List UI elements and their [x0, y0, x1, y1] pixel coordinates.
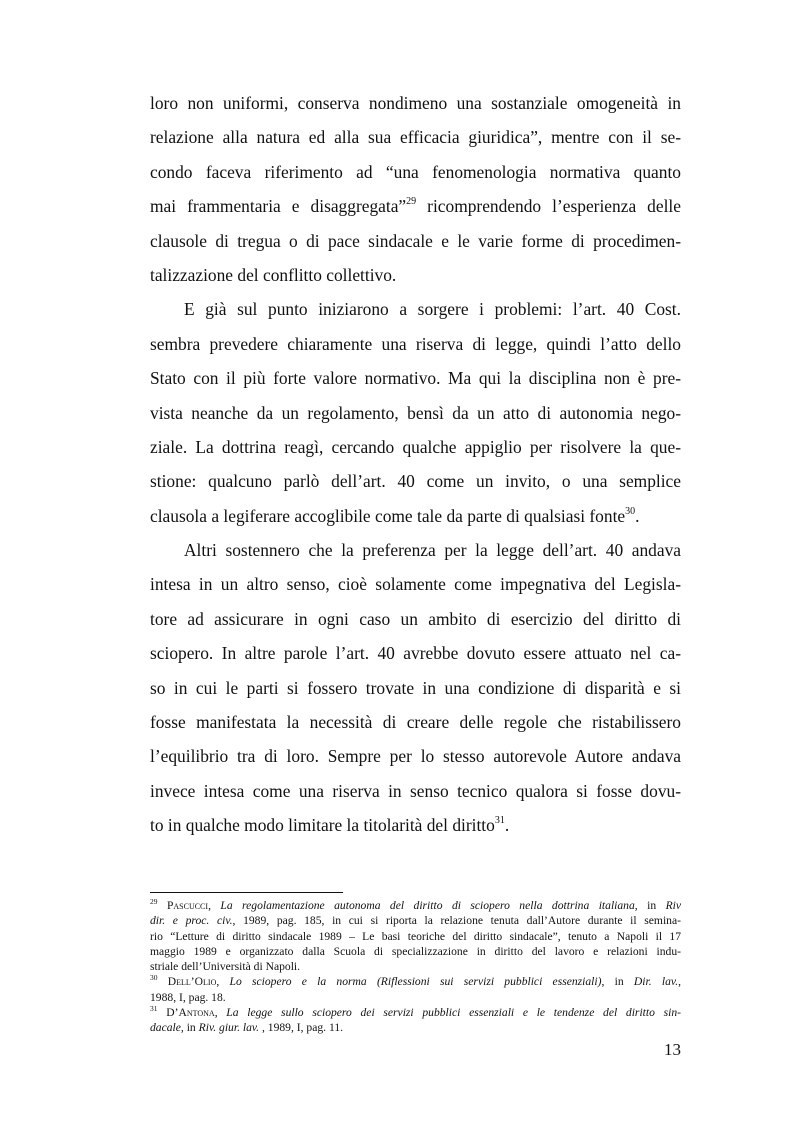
text-line: ziale. La dottrina reagì, cercando qualche appiglio per risolvere la que-: [150, 436, 681, 457]
text-line: clausole di tregua o di pace sindacale e le varie forme di procedimen-: [150, 230, 681, 251]
text-line: clausola a legiferare accoglibile come tale da parte di qualsiasi fonte$^{30}$.: [150, 505, 640, 526]
footnote-title: Lo sciopero e la norma (Riflessioni sui servizi pubblici essenziali): [229, 975, 602, 989]
footnote-journal: Riv: [665, 899, 682, 912]
footnote-ref-30[interactable]: 30: [625, 505, 636, 517]
text-line: E già sul punto iniziarono a sorgere i problemi: l’art. 40 Cost.: [184, 299, 681, 320]
footnote-separator: [150, 892, 343, 893]
footnote-line: rio “Letture di diritto sindacale 1989 – Le basi teoriche del diritto sindacale”, tenuto a Napoli il 17: [150, 929, 681, 943]
footnote-number: 31: [150, 1004, 158, 1014]
footnote-line: maggio 1989 e organizzato dalla Scuola di specializzazione in diritto del lavoro e relazioni indu-: [150, 944, 681, 958]
text-line: invece intesa come una riserva in senso tecnico qualora si fosse dovu-: [150, 780, 681, 801]
footnote-31: $^{31}$ D’Antona, La legge sullo sciopero dei servizi pubblici essenziali e le tendenze del diritto sin-: [150, 1004, 681, 1020]
footnote-journal: dir. e proc. civ.: [150, 914, 233, 928]
page-number: 13: [664, 1040, 681, 1059]
footnote-line: dir. e proc. civ., 1989, pag. 185, in cui si riporta la relazione tenuta dall’Autore durante il semina-: [150, 914, 681, 928]
footnote-ref-29[interactable]: 29: [406, 196, 417, 208]
text-line: condo faceva riferimento ad “una fenomenologia normativa quanto: [150, 161, 681, 182]
footnote-title: La legge sullo sciopero dei servizi pubblici essenziali e le tendenze del diritto sin-: [226, 1006, 681, 1020]
text-line: Altri sostennero che la preferenza per la legge dell’art. 40 andava: [184, 540, 681, 561]
paragraph: [150, 86, 681, 292]
footnote-line: dacale, in Riv. giur. lav. , 1989, I, pag. 11.: [150, 1021, 344, 1035]
text-line: mai frammentaria e disaggregata”$^{29}$ ricomprendendo l’esperienza delle: [150, 196, 681, 217]
footnote-number: 29: [150, 897, 158, 906]
footnote-29: $^{29}$ Pascucci, La regolamentazione autonoma del diritto di sciopero nella dottrina italiana, in Riv: [150, 897, 682, 912]
footnote-title: La regolamentazione autonoma del diritto di sciopero nella dottrina italiana: [220, 899, 635, 912]
text-line: so in cui le parti si fossero trovate in una condizione di disparità e si: [150, 677, 681, 698]
footnote-30: $^{30}$ Dell’Olio, Lo sciopero e la norma (Riflessioni sui servizi pubblici essenziali), in Dir. lav.,: [150, 973, 681, 989]
text-line: loro non uniformi, conserva nondimeno una sostanziale omogeneità in: [150, 93, 681, 113]
footnote-line: striale dell’Università di Napoli.: [150, 960, 301, 974]
text-line: intesa in un altro senso, cioè solamente come impegnativa del Legisla-: [150, 574, 681, 595]
text-line: tore ad assicurare in ogni caso un ambito di esercizio del diritto di: [150, 608, 681, 629]
text-line: l’equilibrio tra di loro. Sempre per lo stesso autorevole Autore andava: [150, 746, 681, 767]
footnotes: [150, 898, 681, 1036]
footnote-number: 30: [150, 973, 158, 983]
text-line: to in qualche modo limitare la titolarità del diritto$^{31}$.: [150, 815, 510, 836]
text-line: stione: qualcuno parlò dell’art. 40 come un invito, o una semplice: [150, 471, 681, 492]
text-line: relazione alla natura ed alla sua efficacia giuridica”, mentre con il se-: [150, 127, 681, 148]
text-line: sciopero. In altre parole l’art. 40 avrebbe dovuto essere attuato nel ca-: [150, 643, 681, 664]
paragraph: [150, 292, 681, 533]
text-line: fosse manifestata la necessità di creare delle regole che ristabilissero: [150, 712, 681, 733]
footnote-author: Dell’Olio: [167, 975, 217, 989]
footnote-ref-31[interactable]: 31: [494, 815, 505, 827]
main-text: [150, 86, 681, 843]
paragraph: [150, 533, 681, 843]
footnote-journal: Riv. giur. lav.: [198, 1021, 260, 1035]
text-line: Stato con il più forte valore normativo. Ma qui la disciplina non è pre-: [150, 368, 681, 389]
footnote-author: D’Antona: [166, 1006, 215, 1020]
text-line: talizzazione del conflitto collettivo.: [150, 264, 397, 285]
footnote-line: 1988, I, pag. 18.: [150, 990, 226, 1004]
footnote-title: dacale,: [150, 1021, 184, 1035]
footnote-journal: Dir. lav.: [633, 975, 679, 989]
text-line: sembra prevedere chiaramente una riserva di legge, quindi l’atto dello: [150, 333, 681, 354]
footnote-author: Pascucci: [166, 899, 209, 912]
text-line: vista neanche da un regolamento, bensì da un atto di autonomia nego-: [150, 402, 681, 423]
